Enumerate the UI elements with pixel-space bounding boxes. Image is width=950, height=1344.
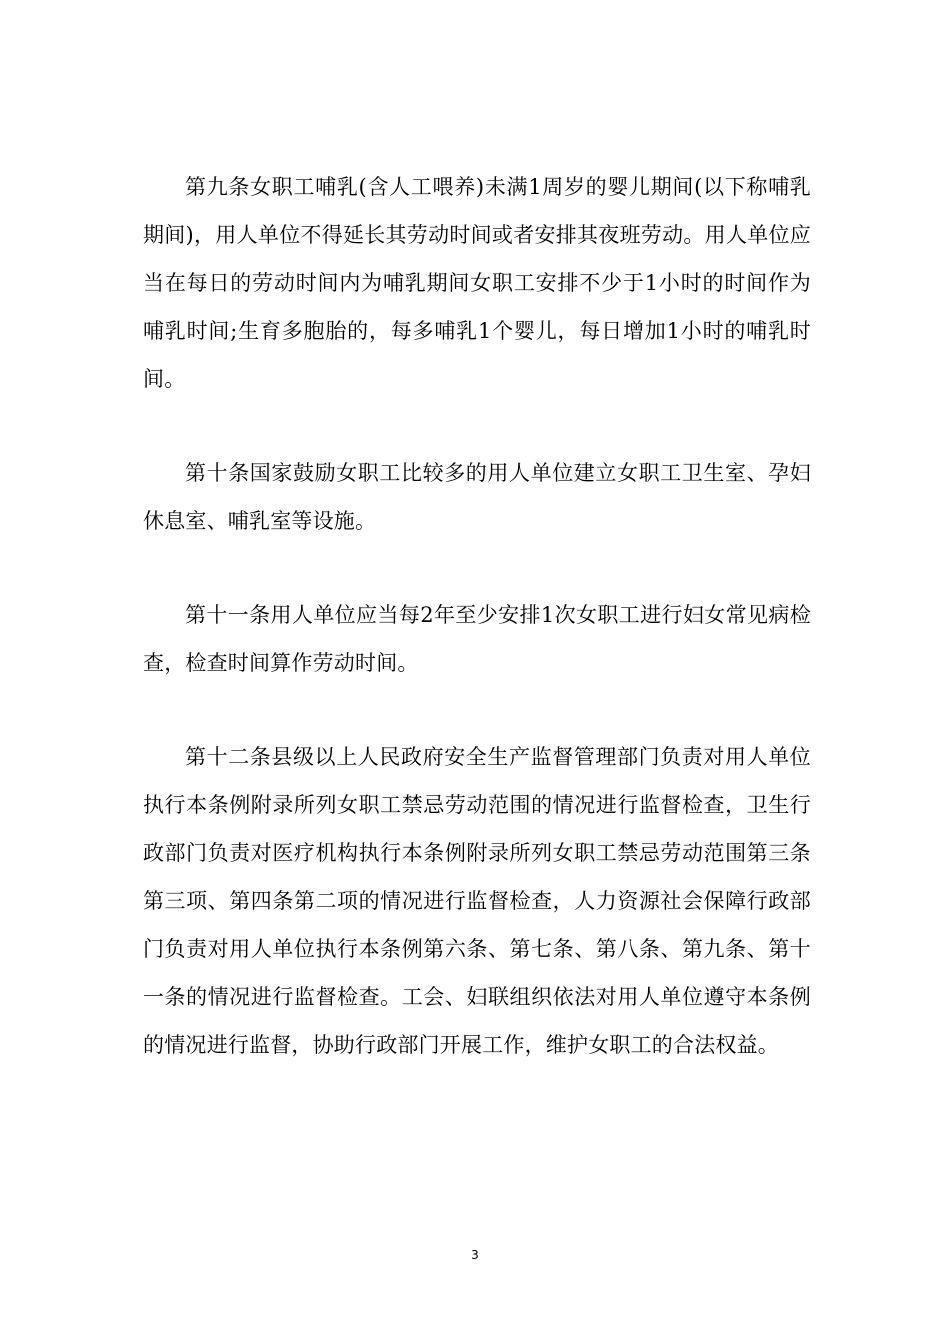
paragraph-article-10: 第十条国家鼓励女职工比较多的用人单位建立女职工卫生室、孕妇休息室、哺乳室等设施。 [143, 461, 811, 533]
paragraph-article-9: 第九条女职工哺乳(含人工喂养)未满1周岁的婴儿期间(以下称哺乳期间)，用人单位不得延长其劳动时间或者安排其夜班劳动。用人单位应当在每日的劳动时间内为哺乳期间女职工安排不少于1小时的时间作为哺乳时间;生育多胞胎的，每多哺乳1个婴儿，每日增加1小时的哺乳时间。 [143, 175, 811, 391]
paragraph-article-12: 第十二条县级以上人民政府安全生产监督管理部门负责对用人单位执行本条例附录所列女职工禁忌劳动范围的情况进行监督检查，卫生行政部门负责对医疗机构执行本条例附录所列女职工禁忌劳动范围第三条第三项、第四条第二项的情况进行监督检查，人力资源社会保障行政部门负责对用人单位执行本条例第六条、第七条、第八条、第九条、第十一条的情况进行监督检查。工会、妇联组织依法对用人单位遵守本条例的情况进行监督，协助行政部门开展工作，维护女职工的合法权益。 [143, 745, 811, 1057]
page-number: 3 [471, 1248, 479, 1262]
document-body [143, 163, 811, 1069]
paragraph-article-11: 第十一条用人单位应当每2年至少安排1次女职工进行妇女常见病检查，检查时间算作劳动时间。 [143, 603, 811, 675]
